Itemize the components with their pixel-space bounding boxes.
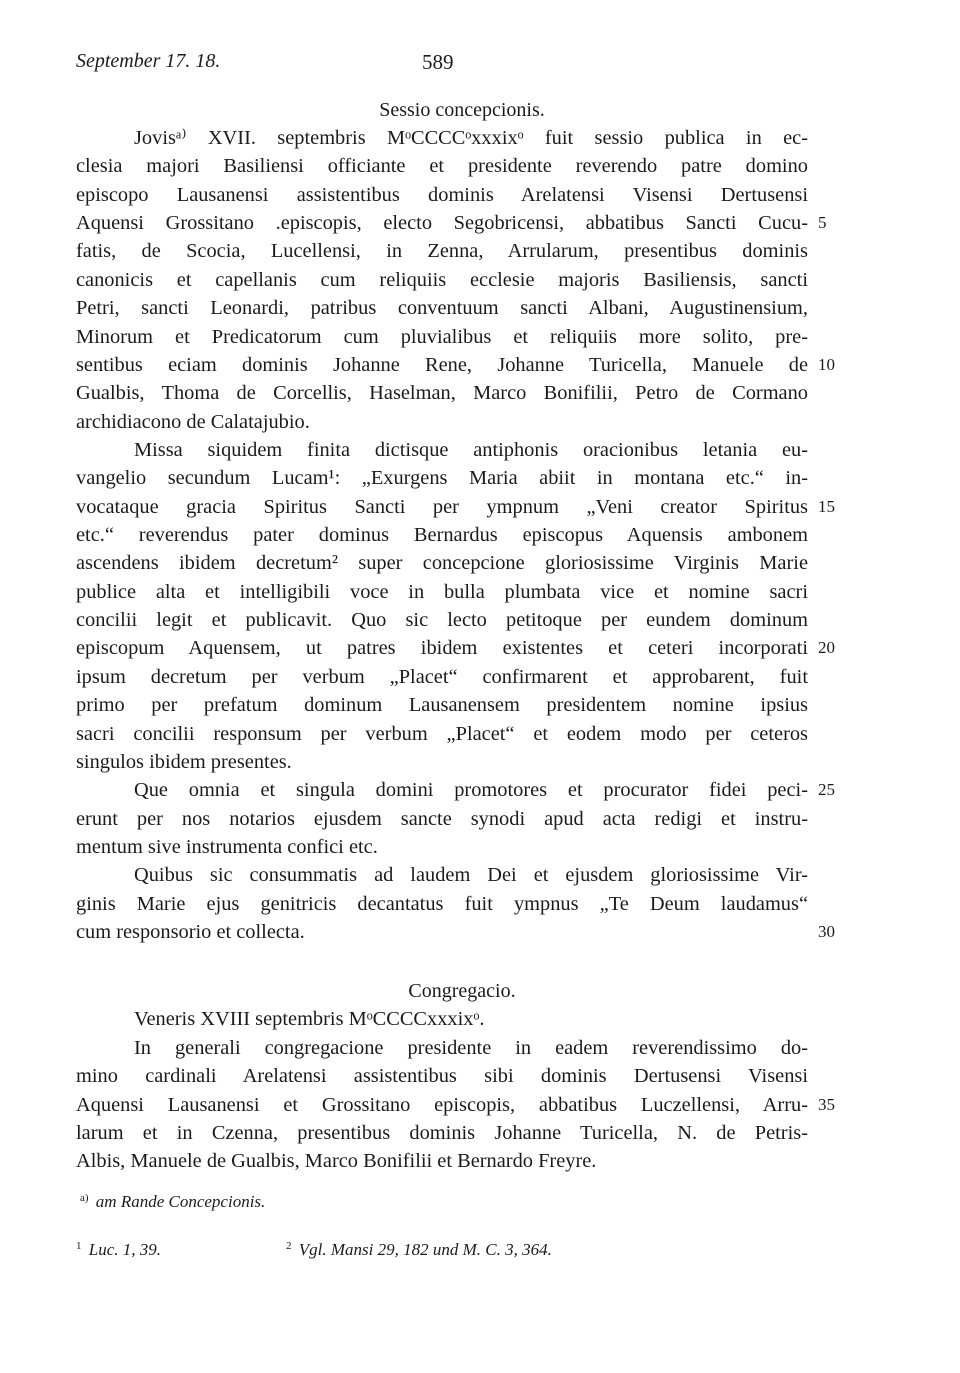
line-text: fatis, de Scocia, Lucellensi, in Zenna, Arrularum, presentibus dominis: [76, 240, 808, 263]
text-line: [76, 634, 835, 662]
line-text: mino cardinali Arelatensi assistentibus sibi dominis Dertusensi Visensi: [76, 1065, 808, 1088]
section-title-sessio: Sessio concepcionis.: [379, 99, 545, 121]
line-text: etc.“ reverendus pater dominus Bernardus episcopus Aquensis ambonem: [76, 524, 808, 547]
line-text: ipsum decretum per verbum „Placet“ confirmarent et approbarent, fuit: [76, 665, 808, 688]
text-line: [76, 1091, 835, 1119]
line-number: 5: [818, 213, 827, 233]
line-number: 15: [818, 496, 835, 516]
text-line: [76, 266, 808, 294]
line-text: publice alta et intelligibili voce in bulla plumbata vice et nomine sacri: [76, 580, 808, 603]
line-number: 35: [818, 1094, 835, 1114]
page-body: [76, 96, 835, 1176]
line-text: Aquensi Lausanensi et Grossitano episcopis, abbatibus Luczellensi, Arru-: [76, 1093, 808, 1116]
footnote-1: [76, 1240, 161, 1260]
text-line: [76, 323, 808, 351]
line-text: Missa siquidem finita dictisque antiphonis oracionibus letania eu-: [134, 438, 808, 461]
text-line: [76, 720, 808, 748]
line-text: Quibus sic consummatis ad laudem Dei et ejusdem gloriosissime Vir-: [134, 864, 808, 887]
line-text: ginis Marie ejus genitricis decantatus fuit ympnus „Te Deum laudamus“: [76, 892, 808, 915]
footnote-2-text: Vgl. Mansi 29, 182 und M. C. 3, 364.: [298, 1240, 552, 1259]
text-line: [76, 209, 827, 237]
text-line: [76, 805, 808, 833]
text-line: [76, 408, 808, 436]
text-line: [76, 237, 808, 265]
line-text: ascendens ibidem decretum² super concepcione gloriosissime Virginis Marie: [76, 552, 808, 575]
line-text: Minorum et Predicatorum cum pluvialibus et reliquiis more solito, pre-: [76, 325, 808, 348]
text-line: [76, 493, 835, 521]
text-line: [76, 1119, 808, 1147]
line-text: Aquensi Grossitano .episcopis, electo Segobricensi, abbatibus Sancti Cucu-: [76, 212, 808, 235]
text-line: [76, 124, 808, 152]
line-text: singulos ibidem presentes.: [76, 750, 292, 773]
text-line: [76, 861, 808, 889]
footnote-2: [286, 1240, 552, 1260]
line-text: Albis, Manuele de Gualbis, Marco Bonifilii et Bernardo Freyre.: [76, 1150, 597, 1173]
text-line: [76, 294, 808, 322]
text-line: [76, 748, 808, 776]
line-text: vangelio secundum Lucam¹: „Exurgens Maria abiit in montana etc.“ in-: [76, 467, 808, 490]
section-text-sessio: [76, 124, 835, 946]
line-text: Petri, sancti Leonardi, patribus conventuum sancti Albani, Augustinensium,: [76, 297, 808, 320]
text-line: [76, 606, 808, 634]
line-text: larum et in Czenna, presentibus dominis Johanne Turicella, N. de Petris-: [76, 1121, 808, 1144]
text-line: [76, 890, 808, 918]
line-text: Veneris XVIII septembris MᵒCCCCxxxixᵒ.: [134, 1008, 485, 1031]
text-line: [76, 1005, 808, 1033]
footnote-mark-1: 1: [76, 1240, 82, 1252]
line-text: Que omnia et singula domini promotores et procurator fidei peci-: [134, 779, 808, 802]
line-text: mentum sive instrumenta confici etc.: [76, 835, 378, 858]
line-text: archidiacono de Calatajubio.: [76, 410, 310, 433]
footnote-marginal: [76, 1192, 820, 1212]
line-text: Jovisᵃ⁾ XVII. septembris MᵒCCCCᵒxxxixᵒ fuit sessio publica in ec-: [134, 127, 808, 149]
text-line: [76, 691, 808, 719]
page-number: 589: [422, 50, 454, 74]
line-text: episcopum Aquensem, ut patres ibidem existentes et ceteri incorporati: [76, 637, 808, 660]
running-head: September 17. 18.: [76, 50, 221, 72]
line-text: concilii legit et publicavit. Quo sic lecto petitoque per eundem dominum: [76, 609, 808, 632]
text-line: [76, 578, 808, 606]
text-line: [76, 1147, 808, 1175]
line-number: 10: [818, 354, 835, 374]
text-line: [76, 152, 808, 180]
line-text: canonicis et capellanis cum reliquiis ecclesie majoris Basiliensis, sancti: [76, 268, 808, 291]
footnote-a-text: am Rande Concepcionis.: [95, 1192, 266, 1211]
line-number: 25: [818, 780, 835, 800]
text-line: [76, 1062, 808, 1090]
footnote-1-text: Luc. 1, 39.: [88, 1240, 161, 1259]
text-line: [76, 663, 808, 691]
text-line: [76, 549, 808, 577]
line-text: episcopo Lausanensi assistentibus dominis Arelatensi Visensi Dertusensi: [76, 183, 808, 206]
text-line: [76, 521, 808, 549]
text-line: [76, 379, 808, 407]
text-line: [76, 464, 808, 492]
text-line: [76, 351, 835, 379]
line-text: sacri concilii responsum per verbum „Placet“ et eodem modo per ceteros: [76, 722, 808, 745]
line-text: In generali congregacione presidente in eadem reverendissimo do-: [134, 1036, 808, 1059]
line-text: erunt per nos notarios ejusdem sancte synodi apud acta redigi et instru-: [76, 807, 808, 830]
line-text: Gualbis, Thoma de Corcellis, Haselman, Marco Bonifilii, Petro de Cormano: [76, 382, 808, 405]
line-text: cum responsorio et collecta.: [76, 921, 305, 944]
page-header: [76, 50, 816, 82]
text-line: [76, 436, 808, 464]
footnote-mark-a: a): [80, 1192, 89, 1204]
line-text: clesia majori Basiliensi officiante et presidente reverendo patre domino: [76, 155, 808, 178]
line-number: 30: [818, 922, 835, 942]
footnote-mark-2: 2: [286, 1240, 292, 1252]
text-line: [76, 1034, 808, 1062]
section-text-congregacio: [76, 1005, 835, 1175]
line-text: sentibus eciam dominis Johanne Rene, Johanne Turicella, Manuele de: [76, 353, 808, 376]
text-line: [76, 181, 808, 209]
text-line: [76, 833, 808, 861]
section-title-congregacio: Congregacio.: [408, 980, 516, 1003]
line-number: 20: [818, 638, 835, 658]
text-line: [76, 918, 835, 946]
text-line: [76, 776, 835, 804]
line-text: primo per prefatum dominum Lausanensem presidentem nomine ipsius: [76, 694, 808, 717]
line-text: vocataque gracia Spiritus Sancti per ympnum „Veni creator Spiritus: [76, 495, 808, 518]
